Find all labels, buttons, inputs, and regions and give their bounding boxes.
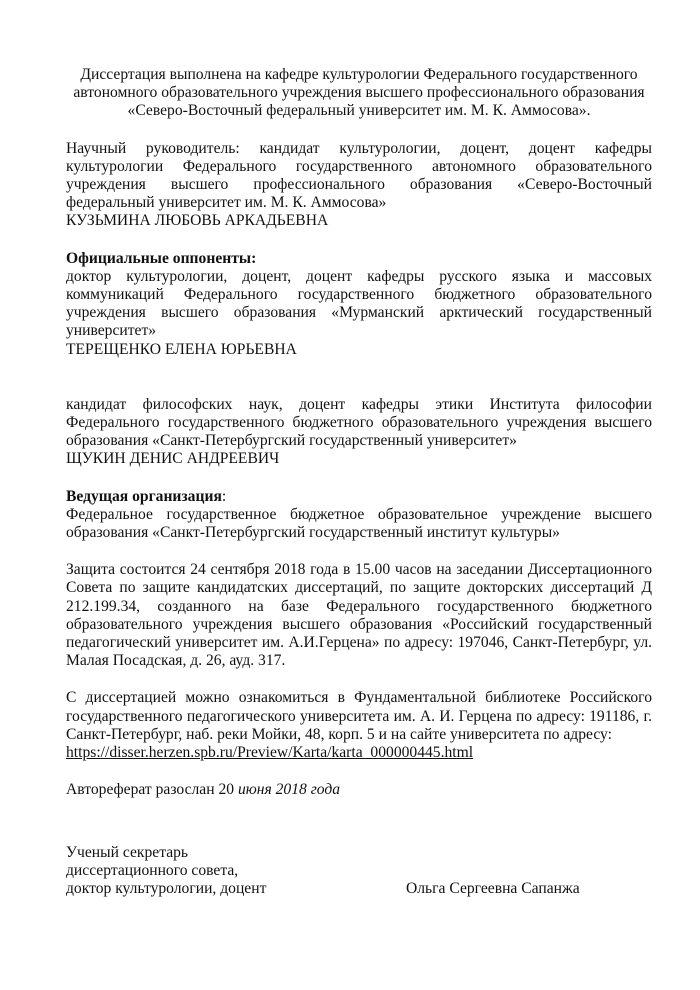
header-line-3: «Северо-Восточный федеральный университет им. М. К. Аммосова».	[127, 102, 591, 120]
supervisor-text: Научный руководитель: кандидат культурологии, доцент, доцент кафедры культурологии Федерального государственного автономного образовательного учреждения высшего профессионального образования «Северо-Восточный федеральный университет им. М. К. Аммосова»	[66, 139, 652, 212]
leading-org-colon: :	[221, 487, 227, 505]
header-block	[66, 66, 652, 121]
supervisor-name: КУЗЬМИНА ЛЮБОВЬ АРКАДЬЕВНА	[66, 212, 329, 230]
abstract-sent-prefix: Автореферат разослан 20	[66, 781, 238, 799]
signature-line-3: доктор культурологии, доцент	[66, 880, 267, 898]
header-line-2: автономного образовательного учреждения высшего профессионального образования	[73, 84, 645, 102]
signature-line-2: диссертационного совета,	[66, 862, 239, 880]
signature-block	[66, 844, 652, 899]
opponent-1-text: доктор культурологии, доцент, доцент кафедры русского языка и массовых коммуникаций Федерального государственного бюджетного образовательного учреждения высшего образования «Мурманский арктический государственный университет»	[66, 267, 652, 340]
opponent-1-name: ТЕРЕЩЕНКО ЕЛЕНА ЮРЬЕВНА	[66, 340, 297, 358]
library-text: С диссертацией можно ознакомиться в Фундаментальной библиотеке Российского государственного педагогического университета им. А. И. Герцена по адресу: 191186, г. Санкт-Петербург, наб. реки Мойки, 48, корп. 5 и на сайте университета по адресу:	[66, 689, 652, 743]
leading-org-block	[66, 488, 652, 543]
opponents-heading: Официальные оппоненты:	[66, 249, 257, 267]
supervisor-block	[66, 140, 652, 231]
dissertation-link[interactable]: https://disser.herzen.spb.ru/Preview/Karta/karta_000000445.html	[66, 744, 474, 762]
opponent-2-text: кандидат философских наук, доцент кафедры этики Института философии Федерального государственного бюджетного образовательного учреждения высшего образования «Санкт-Петербургский государственный университет»	[66, 395, 652, 450]
library-block	[66, 689, 652, 762]
header-line-1: Диссертация выполнена на кафедре культурологии Федерального государственного	[80, 66, 638, 83]
signature-line-1: Ученый секретарь	[66, 844, 189, 861]
document-body	[66, 66, 652, 800]
abstract-sent-line	[66, 781, 652, 799]
leading-org-heading: Ведущая организация	[66, 487, 222, 505]
leading-org-text: Федеральное государственное бюджетное образовательное учреждение высшего образования «Санкт-Петербургский государственный институт культуры»	[66, 505, 652, 542]
defense-text: Защита состоится 24 сентября 2018 года в 15.00 часов на заседании Диссертационного Совета по защите кандидатских диссертаций, по защите докторских диссертаций Д 212.199.34, созданного на базе Федерального государственного бюджетного образовательного учреждения высшего образования «Российский государственный педагогический университет им. А.И.Герцена» по адресу: 197046, Санкт-Петербург, ул. Малая Посадская, д. 26, ауд. 317.	[66, 561, 652, 670]
opponent-2-name: ЩУКИН ДЕНИС АНДРЕЕВИЧ	[66, 450, 280, 468]
opponents-block	[66, 250, 652, 469]
signature-name: Ольга Сергеевна Сапанжа	[406, 880, 580, 897]
abstract-sent-date: июня 2018 года	[237, 781, 341, 799]
